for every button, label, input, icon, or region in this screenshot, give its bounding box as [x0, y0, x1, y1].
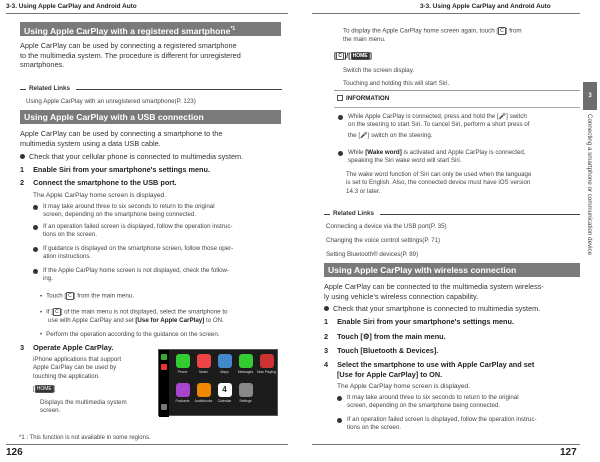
right-footer-rule — [312, 444, 580, 445]
chapter-vertical-title: Connecting a smartphone or communication device — [586, 114, 593, 256]
registered-description — [20, 41, 290, 70]
text-line: ing. — [43, 275, 53, 283]
app-icon — [197, 383, 211, 397]
text-line: Displays the multimedia system — [40, 399, 127, 406]
sub-touch-carplay: • Touch [ C ] from the main menu. — [40, 292, 134, 300]
app-icon — [218, 354, 232, 368]
info-title: INFORMATION — [346, 95, 390, 102]
text-line: It may take around three to six seconds to return to the original — [43, 203, 215, 210]
bullet-dot — [33, 225, 38, 230]
setting-name: [Use for Apple CarPlay] — [135, 316, 205, 324]
step-text: [Use for Apple CarPlay] to ON. — [337, 369, 443, 379]
wireless-description — [324, 282, 580, 301]
carplay-icon: C — [338, 53, 342, 60]
bullet-dot — [33, 247, 38, 252]
rule-right — [76, 89, 282, 90]
text-part: Touch [ — [46, 292, 67, 300]
bullet-dot — [337, 396, 342, 401]
text-line: Apple CarPlay can be used by connecting a smartphone to the — [20, 129, 223, 138]
app-tile[interactable] — [194, 354, 213, 381]
app-icon: 4 — [218, 383, 232, 397]
rule-left — [20, 89, 26, 90]
text-line: iPhone applications that support — [33, 356, 122, 363]
wireless-step-1 — [324, 317, 514, 327]
related-link-usb-port[interactable]: Connecting a device via the USB port(P. 35) — [326, 223, 447, 230]
left-header-rule — [6, 13, 288, 14]
check-connected-bullet — [20, 152, 290, 162]
step-text: Touch [Bluetooth & Devices]. — [337, 346, 439, 355]
app-label: Podcasts — [175, 399, 190, 403]
right-page-header: 3-3. Using Apple CarPlay and Android Auto — [420, 3, 551, 10]
app-label: Maps — [220, 370, 229, 374]
text-line: touching the application. — [33, 372, 100, 380]
related-links-label: Related Links — [29, 85, 70, 92]
text-part: Perform the operation according to the guidance on the screen. — [46, 331, 220, 338]
text-line: It may take around three to six seconds to return to the original — [347, 394, 519, 401]
text-part: is activated and Apple CarPlay is connected, — [401, 149, 526, 156]
step-text: Touch [ — [337, 332, 363, 341]
bullet-text: Check that your cellular phone is connected to multimedia system. — [29, 152, 244, 161]
app-label: Messages — [237, 370, 254, 374]
text-part: To display the Apple CarPlay home screen again, touch [ — [343, 27, 499, 35]
text-line: speaking the Siri wake word will start Siri. — [348, 157, 462, 165]
step-1 — [20, 165, 210, 175]
wireless-step-2 — [324, 332, 446, 342]
gear-icon: ⚙ — [362, 332, 370, 341]
section-title-wireless: Using Apple CarPlay with wireless connection — [324, 263, 580, 277]
text-line: screen, depending on the smartphone being connected. — [43, 211, 197, 219]
text-line: Apple CarPlay can be used by connecting a registered smartphone — [20, 41, 237, 50]
step-number: 1 — [20, 165, 25, 174]
info-bullet-siri-switch — [338, 113, 578, 140]
bullet-guidance — [33, 245, 288, 262]
sub-follow-guidance: • Perform the operation according to the guidance on the screen. — [40, 331, 220, 338]
text-line: If guidance is displayed on the smartphone screen, follow those oper- — [43, 245, 234, 252]
step-number: 4 — [324, 360, 329, 369]
dock-music-icon[interactable] — [161, 364, 167, 370]
wireless-step-3 — [324, 346, 438, 356]
section-title-usb: Using Apple CarPlay with a USB connection — [20, 110, 281, 124]
text-line: tions on the screen. — [43, 231, 98, 239]
text-line: to the multimedia system. The procedure is different for unregistered — [20, 50, 241, 60]
step-number: 1 — [324, 317, 329, 326]
setting-name: [Wake word] — [365, 149, 402, 156]
app-label: Phone — [177, 370, 188, 374]
info-top-rule — [334, 107, 580, 108]
step-text: Connect the smartphone to the USB port. — [33, 178, 177, 187]
text-part: ] from — [505, 27, 522, 35]
text-line: Apple CarPlay can be used by — [33, 364, 117, 372]
app-label: Music — [199, 370, 208, 374]
text-part: While — [348, 149, 366, 156]
carplay-dock — [159, 350, 169, 417]
wireless-step-4 — [324, 360, 580, 379]
page-number-left: 126 — [6, 447, 23, 458]
bullet-dot — [33, 205, 38, 210]
bullet-dot — [338, 151, 343, 156]
text-line: ation instructions. — [43, 253, 92, 261]
text-part: the [ — [348, 131, 361, 139]
app-icon — [239, 354, 253, 368]
wireless-bullet-return — [337, 394, 580, 411]
related-links-header-left — [20, 85, 282, 93]
bullet-not-displayed — [33, 267, 288, 284]
wireless-home-displayed: The Apple CarPlay home screen is displayed. — [337, 383, 471, 390]
related-links-header-right — [324, 210, 580, 218]
related-link-voice-control[interactable]: Changing the voice control settings(P. 71) — [326, 237, 441, 244]
text-part: use with Apple CarPlay and set — [48, 316, 136, 324]
page-number-right: 127 — [560, 447, 577, 458]
text-line: If an operation failed screen is displayed, follow the operation instruc- — [43, 223, 233, 230]
text-line: Apple CarPlay can be connected to the multimedia system wireless- — [324, 282, 544, 291]
text-line: screen. — [40, 407, 61, 415]
app-tile[interactable] — [173, 383, 192, 410]
app-tile[interactable] — [215, 354, 234, 381]
app-grid — [173, 354, 277, 414]
talk-switch-icon: 🎤 — [360, 132, 368, 139]
step-number: 3 — [324, 346, 329, 355]
display-switch-keys: [ C ]/[ HOME ] — [334, 53, 372, 60]
text-part: If [ — [46, 308, 54, 316]
related-link-bluetooth[interactable]: Setting Bluetooth® devices(P. 89) — [326, 251, 419, 258]
step-2 — [20, 178, 177, 188]
footnote-marker: *1 — [230, 26, 236, 32]
app-label: Settings — [239, 399, 252, 403]
rule-right — [380, 214, 580, 215]
dock-home-icon[interactable] — [161, 404, 167, 410]
section-title-registered — [20, 22, 281, 36]
bullet-dot — [324, 306, 329, 311]
dock-phone-icon[interactable] — [161, 354, 167, 360]
rule-left — [324, 214, 330, 215]
text-line: is set to English. Also, the connected device must have iOS version — [346, 179, 531, 187]
chapter-tab: 3 — [583, 82, 597, 110]
app-icon — [239, 383, 253, 397]
app-icon — [197, 354, 211, 368]
wake-word-note — [346, 171, 578, 196]
related-links-label: Related Links — [333, 210, 374, 217]
bullet-return-time — [33, 203, 288, 220]
bullet-dot — [33, 269, 38, 274]
bullet-dot — [20, 154, 25, 159]
text-part: ] switch — [506, 113, 527, 120]
text-line: The wake word function of Siri can only be used when the language — [346, 171, 532, 178]
home-key-ref: [ HOME ] — [33, 385, 56, 393]
app-tile[interactable] — [257, 354, 276, 381]
step-number: 2 — [324, 332, 329, 341]
sub-not-displayed: • If [ C ] of the main menu is not displayed, select the smartphone to use with Apple CarPlay and set [Use for Apple CarPlay] to ON. — [40, 308, 228, 324]
carplay-home-screen — [158, 349, 278, 416]
app-tile[interactable] — [194, 383, 213, 410]
text-line: multimedia system using a data USB cable. — [20, 138, 161, 148]
app-tile[interactable] — [215, 383, 234, 410]
text-line: smartphones. — [20, 60, 65, 70]
separator-rule — [334, 90, 580, 91]
carplay-icon: C — [500, 28, 504, 34]
text-line: on the steering to start Siri. To cancel Siri, perform a short press of — [348, 121, 530, 129]
information-heading — [337, 95, 389, 103]
check-connected-bullet-right — [324, 304, 580, 314]
text-line: tions on the screen. — [347, 424, 402, 432]
text-part: ] of the main menu is not displayed, select the smartphone to — [60, 308, 228, 316]
carplay-icon: C — [55, 309, 59, 315]
redisplay-home-text — [343, 27, 578, 44]
switch-display-text: Switch the screen display. — [343, 67, 415, 74]
home-icon: HOME — [352, 53, 368, 60]
bullet-text: Check that your smartphone is connected to multimedia system. — [333, 304, 541, 313]
talk-switch-icon: 🎤 — [498, 114, 507, 120]
step-text: ] from the main menu. — [369, 332, 446, 341]
text-part: to ON. — [204, 316, 224, 324]
step3-description — [33, 356, 158, 381]
step-number: 2 — [20, 178, 25, 187]
info-square-icon — [337, 95, 343, 101]
step-text: Operate Apple CarPlay. — [33, 343, 114, 352]
related-link-unregistered[interactable]: Using Apple CarPlay with an unregistered smartphone(P. 123) — [26, 98, 196, 105]
app-label: Now Playing — [257, 370, 276, 374]
footnote: *1 : This function is not available in some regions. — [19, 435, 151, 441]
text-line: 14.3 or later. — [346, 187, 381, 195]
bullet-operation-failed — [33, 223, 288, 240]
step-text: Enable Siri from your smartphone's settings menu. — [337, 317, 514, 326]
right-header-rule — [312, 13, 580, 14]
step-text: Enable Siri from your smartphone's settings menu. — [33, 165, 210, 174]
text-line: ly using vehicle's wireless connection capability. — [324, 291, 479, 301]
app-icon — [176, 383, 190, 397]
text-part: While Apple CarPlay is connected, press and hold the [ — [348, 113, 499, 120]
home-screen-displayed-text: The Apple CarPlay home screen is displayed. — [33, 192, 167, 199]
app-icon — [176, 354, 190, 368]
step-text: Select the smartphone to use with Apple CarPlay and set — [337, 360, 535, 369]
app-label: Calendar — [217, 399, 232, 403]
step-number: 3 — [20, 343, 25, 352]
home-key-description — [40, 399, 160, 416]
app-label: Audiobooks — [194, 399, 213, 403]
app-tile[interactable] — [173, 354, 192, 381]
text-part: ] from the main menu. — [73, 292, 134, 300]
text-line: screen, depending on the smartphone being connected. — [347, 402, 501, 410]
app-tile[interactable] — [236, 354, 255, 381]
section-title-text: Using Apple CarPlay with a registered smartphone — [24, 25, 231, 36]
wireless-bullet-failed — [337, 416, 580, 433]
left-footer-rule — [6, 444, 288, 445]
usb-description — [20, 129, 290, 148]
text-part: ] switch on the steering. — [367, 131, 433, 139]
left-page-header: 3-3. Using Apple CarPlay and Android Auto — [6, 3, 137, 10]
step-3 — [20, 343, 113, 353]
app-icon — [260, 354, 274, 368]
home-icon: HOME — [36, 386, 52, 392]
text-line: the main menu. — [343, 35, 386, 43]
info-bullet-wake-word — [338, 149, 578, 166]
touch-hold-text: Touching and holding this will start Siri. — [343, 80, 450, 87]
carplay-icon: C — [68, 293, 72, 299]
text-line: If an operation failed screen is displayed, follow the operation instruc- — [347, 416, 537, 423]
app-tile[interactable] — [236, 383, 255, 410]
bullet-dot — [337, 418, 342, 423]
text-line: If the Apple CarPlay home screen is not displayed, check the follow- — [43, 267, 230, 274]
bullet-dot — [338, 115, 343, 120]
